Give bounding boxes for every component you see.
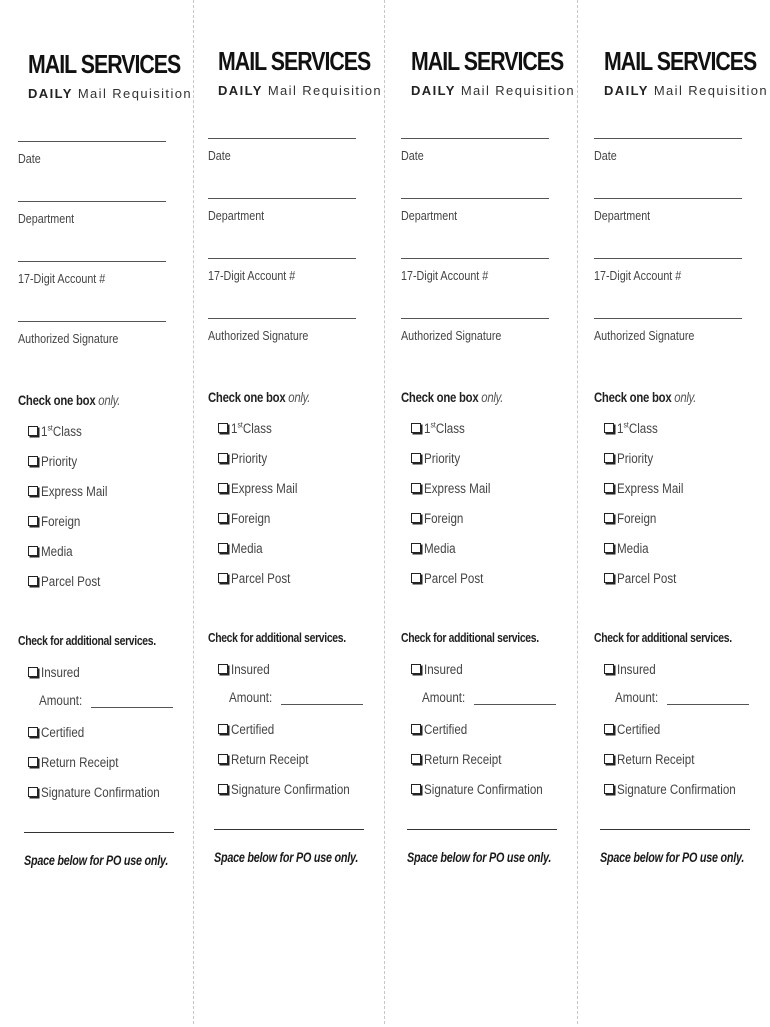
- checkbox-icon[interactable]: [411, 664, 421, 674]
- option-number: 1: [617, 420, 624, 436]
- subtitle-mail-requisition: Mail Requisition: [455, 83, 575, 98]
- checkbox-parcel-post[interactable]: [411, 568, 493, 588]
- date-field[interactable]: [18, 141, 194, 166]
- checkbox-icon[interactable]: [411, 573, 421, 583]
- field-line[interactable]: [208, 258, 356, 259]
- amount-line[interactable]: [667, 692, 749, 705]
- additional-services-heading: Check for additional services.: [208, 630, 346, 645]
- checkbox-icon[interactable]: [218, 573, 228, 583]
- checkbox-icon[interactable]: [604, 573, 614, 583]
- checkbox-icon[interactable]: [604, 453, 614, 463]
- option-label: Signature Confirmation: [41, 784, 160, 800]
- option-label: Insured: [231, 661, 270, 677]
- field-line[interactable]: [594, 258, 742, 259]
- checkbox-first-class[interactable]: [28, 421, 89, 441]
- field-line[interactable]: [594, 318, 742, 319]
- field-line[interactable]: [18, 201, 166, 202]
- department-field[interactable]: [18, 201, 194, 226]
- date-field[interactable]: [594, 138, 770, 163]
- option-text: Foreign: [41, 513, 81, 529]
- checkbox-first-class[interactable]: [218, 418, 279, 438]
- field-label: 17-Digit Account #: [18, 272, 106, 286]
- checkbox-insured[interactable]: [604, 659, 662, 679]
- option-text: Priority: [231, 450, 268, 466]
- option-text: Express Mail: [41, 483, 108, 499]
- po-use-only-label: Space below for PO use only.: [24, 853, 169, 868]
- checkbox-priority[interactable]: [218, 448, 273, 468]
- checkbox-icon[interactable]: [28, 727, 38, 737]
- option-label: [231, 451, 267, 466]
- date-field[interactable]: [208, 138, 384, 163]
- checkbox-icon[interactable]: [604, 754, 614, 764]
- check-heading-only: only.: [481, 390, 504, 405]
- subtitle-mail-requisition: Mail Requisition: [72, 86, 192, 101]
- field-label: 17-Digit Account #: [208, 269, 296, 283]
- option-text: Priority: [424, 450, 461, 466]
- signature-field[interactable]: [401, 318, 577, 343]
- field-label: Authorized Signature: [401, 329, 502, 343]
- checkbox-certified[interactable]: [604, 719, 667, 739]
- option-text: Express Mail: [617, 480, 684, 496]
- option-text: Foreign: [617, 510, 657, 526]
- checkbox-icon[interactable]: [411, 423, 421, 433]
- po-separator-line: [214, 829, 364, 830]
- form-title: MAIL SERVICES: [604, 46, 757, 76]
- checkbox-icon[interactable]: [604, 513, 614, 523]
- option-label: Return Receipt: [424, 751, 502, 767]
- amount-label: Amount:: [615, 690, 659, 705]
- field-line[interactable]: [208, 198, 356, 199]
- checkbox-express-mail[interactable]: [28, 481, 118, 501]
- check-heading-only: only.: [98, 393, 121, 408]
- account-number-field[interactable]: [208, 258, 384, 283]
- checkbox-icon[interactable]: [218, 453, 228, 463]
- checkbox-media[interactable]: [411, 538, 461, 558]
- checkbox-icon[interactable]: [604, 543, 614, 553]
- checkbox-icon[interactable]: [411, 543, 421, 553]
- checkbox-express-mail[interactable]: [218, 478, 308, 498]
- checkbox-icon[interactable]: [28, 787, 38, 797]
- checkbox-icon[interactable]: [411, 754, 421, 764]
- checkbox-icon[interactable]: [604, 423, 614, 433]
- option-label: [424, 541, 456, 556]
- option-label: Return Receipt: [617, 751, 695, 767]
- checkbox-icon[interactable]: [411, 784, 421, 794]
- option-text: Priority: [617, 450, 654, 466]
- checkbox-icon[interactable]: [411, 724, 421, 734]
- field-label: Date: [18, 152, 41, 166]
- checkbox-foreign[interactable]: [411, 508, 470, 528]
- requisition-slip-4: [594, 0, 770, 1024]
- option-label: [424, 421, 465, 436]
- option-text: Priority: [41, 453, 78, 469]
- checkbox-express-mail[interactable]: [411, 478, 501, 498]
- option-label: [617, 541, 649, 556]
- field-label: Department: [594, 209, 651, 223]
- field-label: 17-Digit Account #: [401, 269, 489, 283]
- checkbox-icon[interactable]: [28, 516, 38, 526]
- checkbox-return-receipt[interactable]: [411, 749, 514, 769]
- option-label: [424, 451, 460, 466]
- option-label: [231, 481, 297, 496]
- subtitle-mail-requisition: Mail Requisition: [648, 83, 768, 98]
- field-line[interactable]: [401, 138, 549, 139]
- checkbox-icon[interactable]: [604, 483, 614, 493]
- po-separator-line: [24, 832, 174, 833]
- option-text: Parcel Post: [617, 570, 677, 586]
- option-label: [231, 511, 270, 526]
- option-label: [617, 571, 676, 586]
- option-text: Media: [424, 540, 456, 556]
- option-label: [41, 514, 80, 529]
- check-one-box-heading: [401, 390, 503, 405]
- checkbox-insured[interactable]: [411, 659, 469, 679]
- option-label: Insured: [41, 664, 80, 680]
- option-label: [617, 451, 653, 466]
- checkbox-icon[interactable]: [604, 724, 614, 734]
- cut-line-3: [577, 0, 578, 1024]
- field-line[interactable]: [208, 318, 356, 319]
- form-title: MAIL SERVICES: [411, 46, 564, 76]
- checkbox-insured[interactable]: [218, 659, 276, 679]
- option-text: Class: [435, 420, 465, 436]
- option-label: [424, 571, 483, 586]
- checkbox-icon[interactable]: [28, 667, 38, 677]
- checkbox-icon[interactable]: [218, 423, 228, 433]
- checkbox-signature-confirmation[interactable]: [411, 779, 562, 799]
- field-label: Authorized Signature: [594, 329, 695, 343]
- option-number: 1: [424, 420, 431, 436]
- checkbox-certified[interactable]: [411, 719, 474, 739]
- field-line[interactable]: [594, 138, 742, 139]
- option-text: Parcel Post: [424, 570, 484, 586]
- option-label: Certified: [41, 724, 85, 740]
- field-label: Date: [594, 149, 617, 163]
- signature-field[interactable]: [18, 321, 194, 346]
- amount-label: Amount:: [422, 690, 466, 705]
- option-label: [231, 571, 290, 586]
- field-line[interactable]: [401, 198, 549, 199]
- account-number-field[interactable]: [18, 261, 194, 286]
- date-field[interactable]: [401, 138, 577, 163]
- form-subtitle: [218, 83, 382, 98]
- po-use-only-label: Space below for PO use only.: [600, 850, 745, 865]
- cut-line-2: [384, 0, 385, 1024]
- field-line[interactable]: [401, 258, 549, 259]
- field-line[interactable]: [18, 321, 166, 322]
- checkbox-parcel-post[interactable]: [218, 568, 300, 588]
- checkbox-first-class[interactable]: [604, 418, 665, 438]
- option-label: Signature Confirmation: [231, 781, 350, 797]
- checkbox-icon[interactable]: [218, 724, 228, 734]
- option-label: Return Receipt: [231, 751, 309, 767]
- option-superscript: st: [237, 420, 243, 429]
- checkbox-icon[interactable]: [604, 664, 614, 674]
- checkbox-parcel-post[interactable]: [604, 568, 686, 588]
- option-superscript: st: [430, 420, 436, 429]
- option-label: [41, 574, 100, 589]
- check-heading-text: Check one box: [401, 390, 482, 405]
- checkbox-foreign[interactable]: [604, 508, 663, 528]
- option-label: Certified: [424, 721, 468, 737]
- account-number-field[interactable]: [401, 258, 577, 283]
- option-text: Class: [628, 420, 658, 436]
- checkbox-foreign[interactable]: [218, 508, 277, 528]
- insured-amount-field[interactable]: [615, 690, 749, 705]
- option-text: Class: [52, 423, 82, 439]
- check-one-box-heading: [208, 390, 310, 405]
- field-line[interactable]: [208, 138, 356, 139]
- form-subtitle: [411, 83, 575, 98]
- amount-label: Amount:: [39, 693, 83, 708]
- option-label: Certified: [617, 721, 661, 737]
- field-label: Authorized Signature: [18, 332, 119, 346]
- option-label: Signature Confirmation: [617, 781, 736, 797]
- field-label: Date: [208, 149, 231, 163]
- option-superscript: st: [47, 423, 53, 432]
- field-label: Department: [18, 212, 75, 226]
- po-separator-line: [407, 829, 557, 830]
- subtitle-mail-requisition: Mail Requisition: [262, 83, 382, 98]
- checkbox-certified[interactable]: [218, 719, 281, 739]
- po-use-only-label: Space below for PO use only.: [214, 850, 359, 865]
- checkbox-icon[interactable]: [411, 453, 421, 463]
- amount-line[interactable]: [91, 695, 173, 708]
- check-heading-text: Check one box: [18, 393, 99, 408]
- form-subtitle: [28, 86, 192, 101]
- amount-label: Amount:: [229, 690, 273, 705]
- field-line[interactable]: [18, 141, 166, 142]
- option-label: [41, 484, 107, 499]
- requisition-slip-1: [18, 3, 194, 1027]
- checkbox-certified[interactable]: [28, 722, 91, 742]
- check-heading-only: only.: [288, 390, 311, 405]
- checkbox-icon[interactable]: [604, 784, 614, 794]
- checkbox-express-mail[interactable]: [604, 478, 694, 498]
- option-number: 1: [231, 420, 238, 436]
- field-label: Date: [401, 149, 424, 163]
- option-text: Media: [231, 540, 263, 556]
- form-subtitle: [604, 83, 768, 98]
- checkbox-icon[interactable]: [28, 486, 38, 496]
- option-text: Express Mail: [424, 480, 491, 496]
- option-label: [617, 421, 658, 436]
- option-label: [231, 421, 272, 436]
- option-label: Insured: [424, 661, 463, 677]
- checkbox-icon[interactable]: [218, 754, 228, 764]
- option-label: Insured: [617, 661, 656, 677]
- checkbox-icon[interactable]: [218, 513, 228, 523]
- requisition-slip-3: [401, 0, 577, 1024]
- check-heading-text: Check one box: [208, 390, 289, 405]
- department-field[interactable]: [594, 198, 770, 223]
- checkbox-icon[interactable]: [411, 513, 421, 523]
- additional-services-heading: Check for additional services.: [401, 630, 539, 645]
- checkbox-priority[interactable]: [411, 448, 466, 468]
- option-superscript: st: [623, 420, 629, 429]
- check-heading-text: Check one box: [594, 390, 675, 405]
- checkbox-icon[interactable]: [411, 483, 421, 493]
- requisition-slip-2: [208, 0, 384, 1024]
- option-text: Express Mail: [231, 480, 298, 496]
- checkbox-signature-confirmation[interactable]: [28, 782, 179, 802]
- option-label: [617, 481, 683, 496]
- check-one-box-heading: [594, 390, 696, 405]
- checkbox-signature-confirmation[interactable]: [218, 779, 369, 799]
- department-field[interactable]: [401, 198, 577, 223]
- additional-services-heading: Check for additional services.: [18, 633, 156, 648]
- check-heading-only: only.: [674, 390, 697, 405]
- option-text: Class: [242, 420, 272, 436]
- option-label: [41, 454, 77, 469]
- option-label: [424, 511, 463, 526]
- option-label: [617, 511, 656, 526]
- form-title: MAIL SERVICES: [28, 49, 181, 79]
- insured-amount-field[interactable]: [229, 690, 363, 705]
- insured-amount-field[interactable]: [422, 690, 556, 705]
- signature-field[interactable]: [208, 318, 384, 343]
- form-title: MAIL SERVICES: [218, 46, 371, 76]
- checkbox-media[interactable]: [28, 541, 78, 561]
- signature-field[interactable]: [594, 318, 770, 343]
- checkbox-icon[interactable]: [218, 483, 228, 493]
- amount-line[interactable]: [474, 692, 556, 705]
- field-line[interactable]: [18, 261, 166, 262]
- option-label: Return Receipt: [41, 754, 119, 770]
- option-text: Parcel Post: [231, 570, 291, 586]
- option-text: Foreign: [424, 510, 464, 526]
- checkbox-icon[interactable]: [218, 784, 228, 794]
- insured-amount-field[interactable]: [39, 693, 173, 708]
- option-text: Media: [41, 543, 73, 559]
- checkbox-priority[interactable]: [604, 448, 659, 468]
- checkbox-return-receipt[interactable]: [604, 749, 707, 769]
- amount-line[interactable]: [281, 692, 363, 705]
- checkbox-icon[interactable]: [28, 456, 38, 466]
- subtitle-daily: DAILY: [411, 83, 456, 98]
- checkbox-icon[interactable]: [28, 426, 38, 436]
- po-use-only-label: Space below for PO use only.: [407, 850, 552, 865]
- checkbox-return-receipt[interactable]: [218, 749, 321, 769]
- checkbox-icon[interactable]: [28, 576, 38, 586]
- option-text: Foreign: [231, 510, 271, 526]
- checkbox-icon[interactable]: [218, 664, 228, 674]
- field-label: Department: [401, 209, 458, 223]
- checkbox-first-class[interactable]: [411, 418, 472, 438]
- option-label: Signature Confirmation: [424, 781, 543, 797]
- checkbox-media[interactable]: [218, 538, 268, 558]
- subtitle-daily: DAILY: [604, 83, 649, 98]
- field-line[interactable]: [594, 198, 742, 199]
- checkbox-icon[interactable]: [28, 757, 38, 767]
- subtitle-daily: DAILY: [28, 86, 73, 101]
- check-one-box-heading: [18, 393, 120, 408]
- checkbox-insured[interactable]: [28, 662, 86, 682]
- checkbox-icon[interactable]: [28, 546, 38, 556]
- checkbox-media[interactable]: [604, 538, 654, 558]
- option-number: 1: [41, 423, 48, 439]
- checkbox-parcel-post[interactable]: [28, 571, 110, 591]
- additional-services-heading: Check for additional services.: [594, 630, 732, 645]
- checkbox-return-receipt[interactable]: [28, 752, 131, 772]
- option-text: Parcel Post: [41, 573, 101, 589]
- account-number-field[interactable]: [594, 258, 770, 283]
- option-label: [41, 424, 82, 439]
- checkbox-icon[interactable]: [218, 543, 228, 553]
- subtitle-daily: DAILY: [218, 83, 263, 98]
- field-line[interactable]: [401, 318, 549, 319]
- checkbox-priority[interactable]: [28, 451, 83, 471]
- option-label: Certified: [231, 721, 275, 737]
- checkbox-signature-confirmation[interactable]: [604, 779, 755, 799]
- department-field[interactable]: [208, 198, 384, 223]
- checkbox-foreign[interactable]: [28, 511, 87, 531]
- option-label: [41, 544, 73, 559]
- field-label: Authorized Signature: [208, 329, 309, 343]
- po-separator-line: [600, 829, 750, 830]
- option-label: [424, 481, 490, 496]
- field-label: 17-Digit Account #: [594, 269, 682, 283]
- field-label: Department: [208, 209, 265, 223]
- option-text: Media: [617, 540, 649, 556]
- option-label: [231, 541, 263, 556]
